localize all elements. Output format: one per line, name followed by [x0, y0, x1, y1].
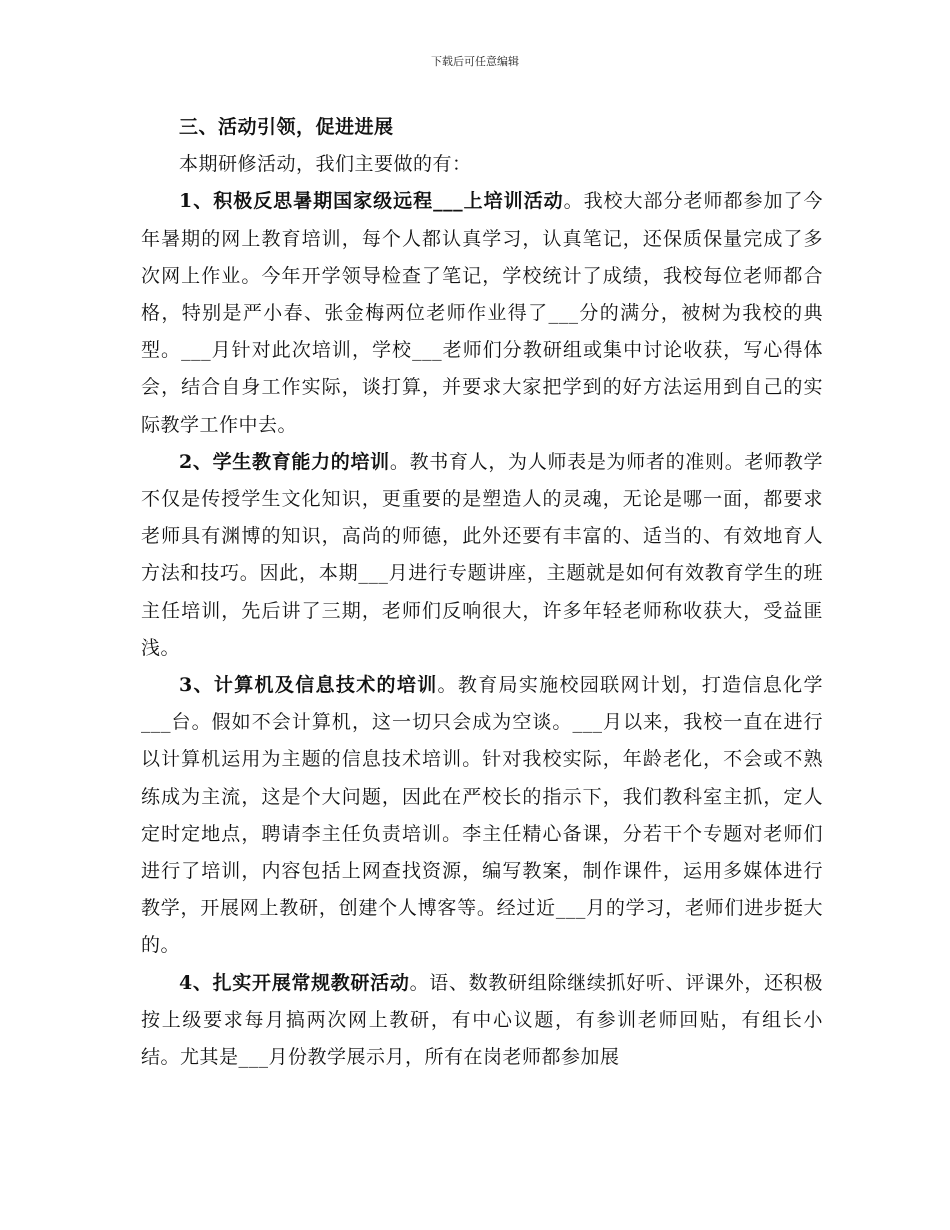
item-paragraph-1 — [141, 183, 823, 443]
page-header: 下载后可任意编辑 — [431, 55, 519, 68]
item-body-4: 。语、数教研组除继续抓好听、评课外，还积极按上级要求每月搞两次网上教研，有中心议题，有参训老师回贴，有组长小结。尤其是___月份教学展示月，所有在岗老师都参加展 — [141, 971, 823, 1069]
item-paragraph-3 — [141, 667, 823, 965]
section-heading: 三、活动引领，促进进展 — [179, 116, 394, 138]
item-body-3: 。教育局实施校园联网计划，打造信息化学___台。假如不会计算机，这一切只会成为空谈。___月以来，我校一直在进行以计算机运用为主题的信息技术培训。针对我校实际，年龄老化，不会或不熟练成为主流，这是个大问题，因此在严校长的指示下，我们教科室主抓，定人定时定地点，聘请李主任负责培训。李主任精心备课，分若干个专题对老师们进行了培训，内容包括上网查找资源，编写教案，制作课件，运用多媒体进行教学，开展网上教研，创建个人博客等。经过近___月的学习，老师们进步挺大的。 — [141, 674, 823, 957]
item-lead-2: 2、学生教育能力的培训 — [179, 450, 390, 473]
item-paragraph-2 — [141, 444, 823, 667]
item-lead-3: 3、计算机及信息技术的培训 — [179, 674, 438, 697]
item-lead-4: 4、扎实开展常规教研活动 — [179, 971, 410, 994]
item-body-2: 。教书育人，为人师表是为师者的准则。老师教学不仅是传授学生文化知识，更重要的是塑造人的灵魂，无论是哪一面，都要求老师具有渊博的知识，高尚的师德，此外还要有丰富的、适当的、有效地育人方法和技巧。因此，本期___月进行专题讲座，主题就是如何有效教育学生的班主任培训，先后讲了三期，老师们反响很大，许多年轻老师称收获大，受益匪浅。 — [141, 450, 823, 659]
intro-paragraph: 本期研修活动，我们主要做的有： — [179, 153, 472, 176]
item-lead-1: 1、积极反思暑期国家级远程___上培训活动 — [179, 190, 564, 213]
item-paragraph-4 — [141, 965, 823, 1077]
document-body — [141, 109, 823, 1076]
item-body-1: 。我校大部分老师都参加了今年暑期的网上教育培训，每个人都认真学习，认真笔记，还保质保量完成了多次网上作业。今年开学领导检查了笔记，学校统计了成绩，我校每位老师都合格，特别是严小春、张金梅两位老师作业得了___分的满分，被树为我校的典型。___月针对此次培训，学校___老师们分教研组或集中讨论收获，写心得体会，结合自身工作实际，谈打算，并要求大家把学到的好方法运用到自己的实际教学工作中去。 — [141, 190, 823, 436]
